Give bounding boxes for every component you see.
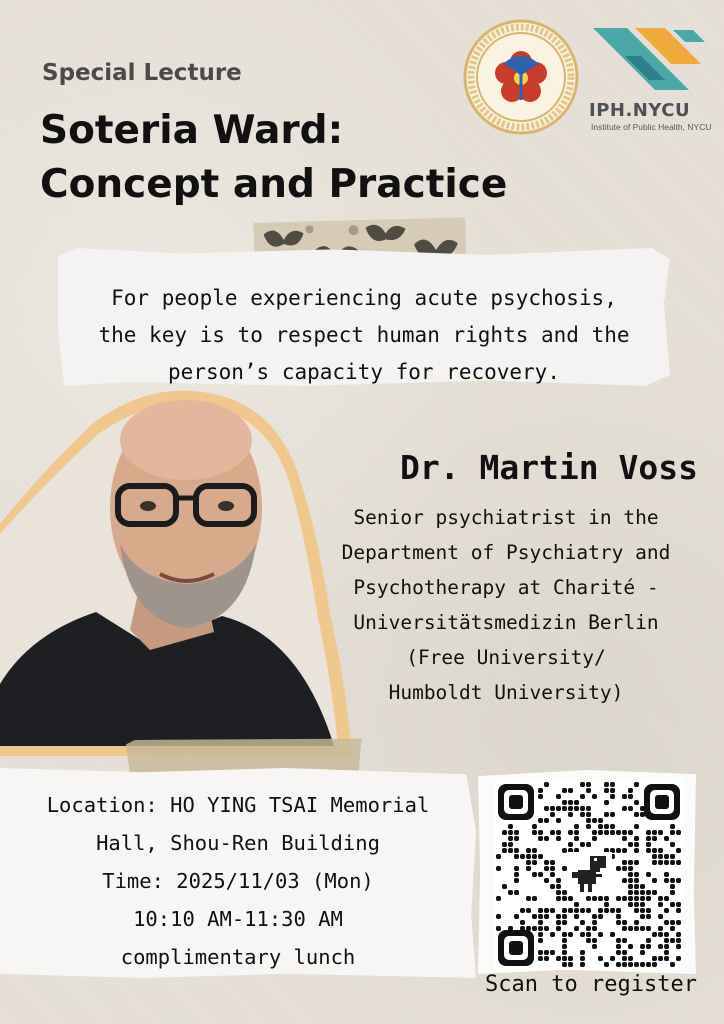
quote-line-3: person’s capacity for recovery. (168, 360, 560, 384)
university-seal-logo (462, 18, 580, 136)
iph-subtitle-text: Institute of Public Health, NYCU (591, 122, 712, 132)
event-info (0, 786, 476, 976)
title-line-2: Concept and Practice (40, 162, 508, 207)
speaker-bio-line: Universitätsmedizin Berlin (353, 611, 659, 634)
iph-name-text: IPH.NYCU (589, 100, 691, 121)
event-time-line: Time: 2025/11/03 (Mon) (102, 869, 374, 893)
quote-line-1: For people experiencing acute psychosis, (111, 286, 617, 310)
event-location-line-1: Location: HO YING TSAI Memorial (46, 793, 430, 817)
quote-line-2: the key is to respect human rights and the (98, 323, 630, 347)
event-location-line-2: Hall, Shou-Ren Building (96, 831, 380, 855)
event-lunch-line: complimentary lunch (120, 945, 356, 969)
speaker-name: Dr. Martin Voss (399, 448, 698, 487)
registration-qr-code[interactable] (494, 780, 684, 970)
kicker-text: Special Lecture (42, 60, 242, 86)
scan-to-register-caption: Scan to register (485, 972, 697, 997)
quote-block (64, 280, 664, 391)
event-hours-line: 10:10 AM-11:30 AM (133, 907, 343, 931)
speaker-bio-line: (Free University/ (406, 646, 606, 669)
page-title (40, 104, 520, 212)
title-line-1: Soteria Ward: (40, 108, 344, 153)
speaker-bio-line: Senior psychiatrist in the (353, 506, 659, 529)
speaker-bio-line: Psychotherapy at Charité - (353, 576, 659, 599)
speaker-bio-line: Humboldt University) (388, 681, 624, 704)
speaker-bio-line: Department of Psychiatry and (341, 541, 671, 564)
speaker-bio (300, 500, 712, 710)
